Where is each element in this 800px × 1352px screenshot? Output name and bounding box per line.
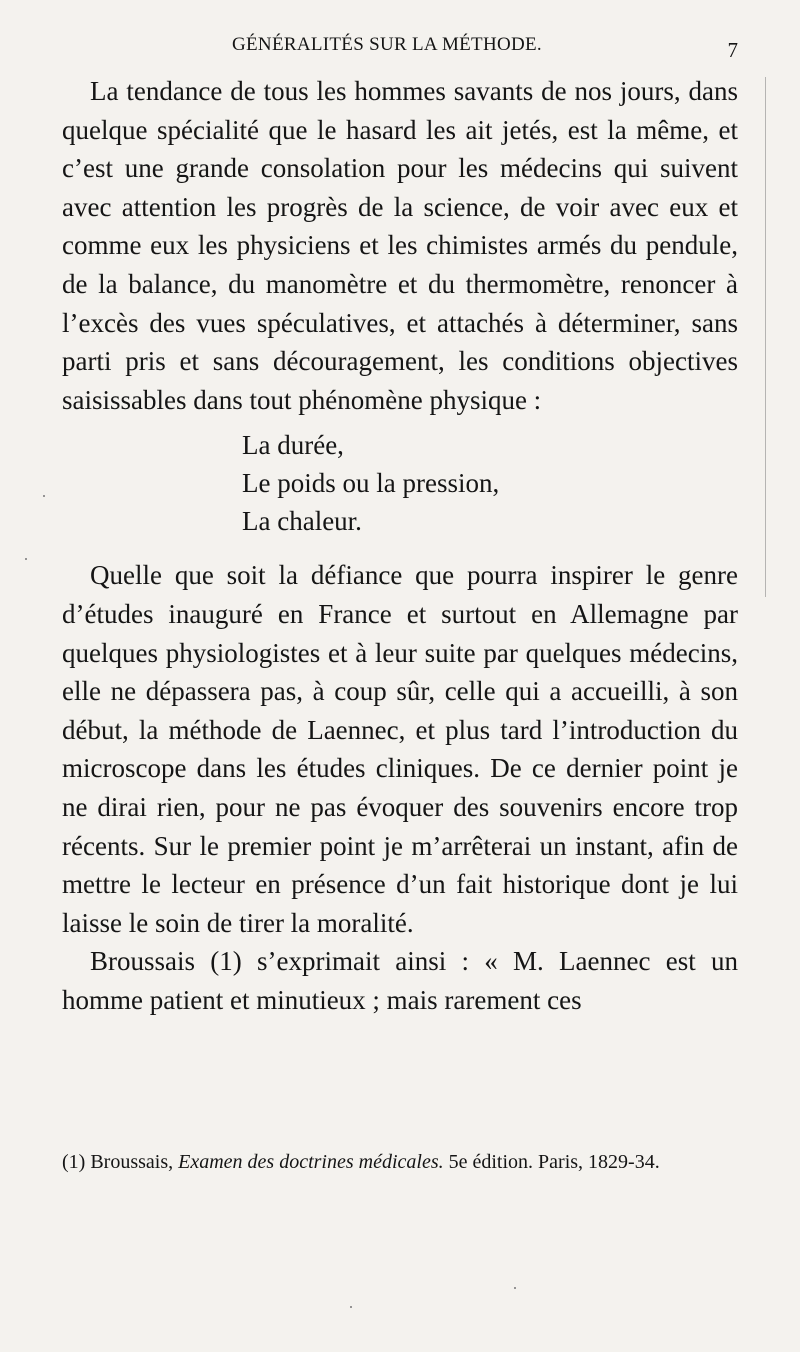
footnote <box>62 1148 740 1176</box>
paper-speck <box>350 1306 352 1308</box>
verse-line: La chaleur. <box>242 506 362 537</box>
page-header <box>0 34 800 66</box>
paper-speck <box>43 495 45 497</box>
verse-line: Le poids ou la pression, <box>242 468 500 499</box>
footnote-author: Broussais, <box>90 1151 174 1173</box>
verse-line: La durée, <box>242 430 344 461</box>
paragraph: Broussais (1) s’exprimait ainsi : « M. Laennec est un homme patient et minutieux ; mais rarement ces <box>62 946 738 1015</box>
paper-speck <box>514 1287 516 1289</box>
running-head: GÉNÉRALITÉS SUR LA MÉTHODE. <box>232 34 542 55</box>
paragraph: La tendance de tous les hommes savants de nos jours, dans quelque spécialité que le hasard les ait jetés, est la même, et c’est une grande consolation pour les médecins qui suivent avec attention les progrès de la science, de voir avec eux et comme eux les physiciens et les chimistes armés du pendule, de la balance, du manomètre et du thermomètre, renoncer à l’excès des vues spéculatives, et attachés à déterminer, sans parti pris et sans découragement, les conditions objectives saisissables dans tout phénomène physique : <box>62 76 738 415</box>
paragraph: Quelle que soit la défiance que pourra inspirer le genre d’études inauguré en France et surtout en Allemagne par quelques physiologistes et à leur suite par quelques médecins, elle ne dépassera pas, à coup sûr, celle qui a accueilli, à son début, la méthode de Laennec, et plus tard l’introduction du microscope dans les études cliniques. De ce dernier point je ne dirai rien, pour ne pas évoquer des souvenirs encore trop récents. Sur le premier point je m’arrêterai un instant, afin de mettre le lecteur en présence d’un fait historique dont je lui laisse le soin de tirer la moralité. <box>62 560 738 938</box>
page-number: 7 <box>727 38 738 62</box>
paper-speck <box>25 558 27 560</box>
verse-list <box>242 426 738 540</box>
footnote-marker: (1) <box>62 1151 86 1173</box>
body-text <box>62 72 738 1019</box>
footnote-work-title: Examen des doctrines médicales. <box>178 1151 444 1173</box>
footnote-edition: 5e édition. Paris, 1829-34. <box>448 1151 660 1173</box>
margin-pencil-line <box>761 77 766 597</box>
